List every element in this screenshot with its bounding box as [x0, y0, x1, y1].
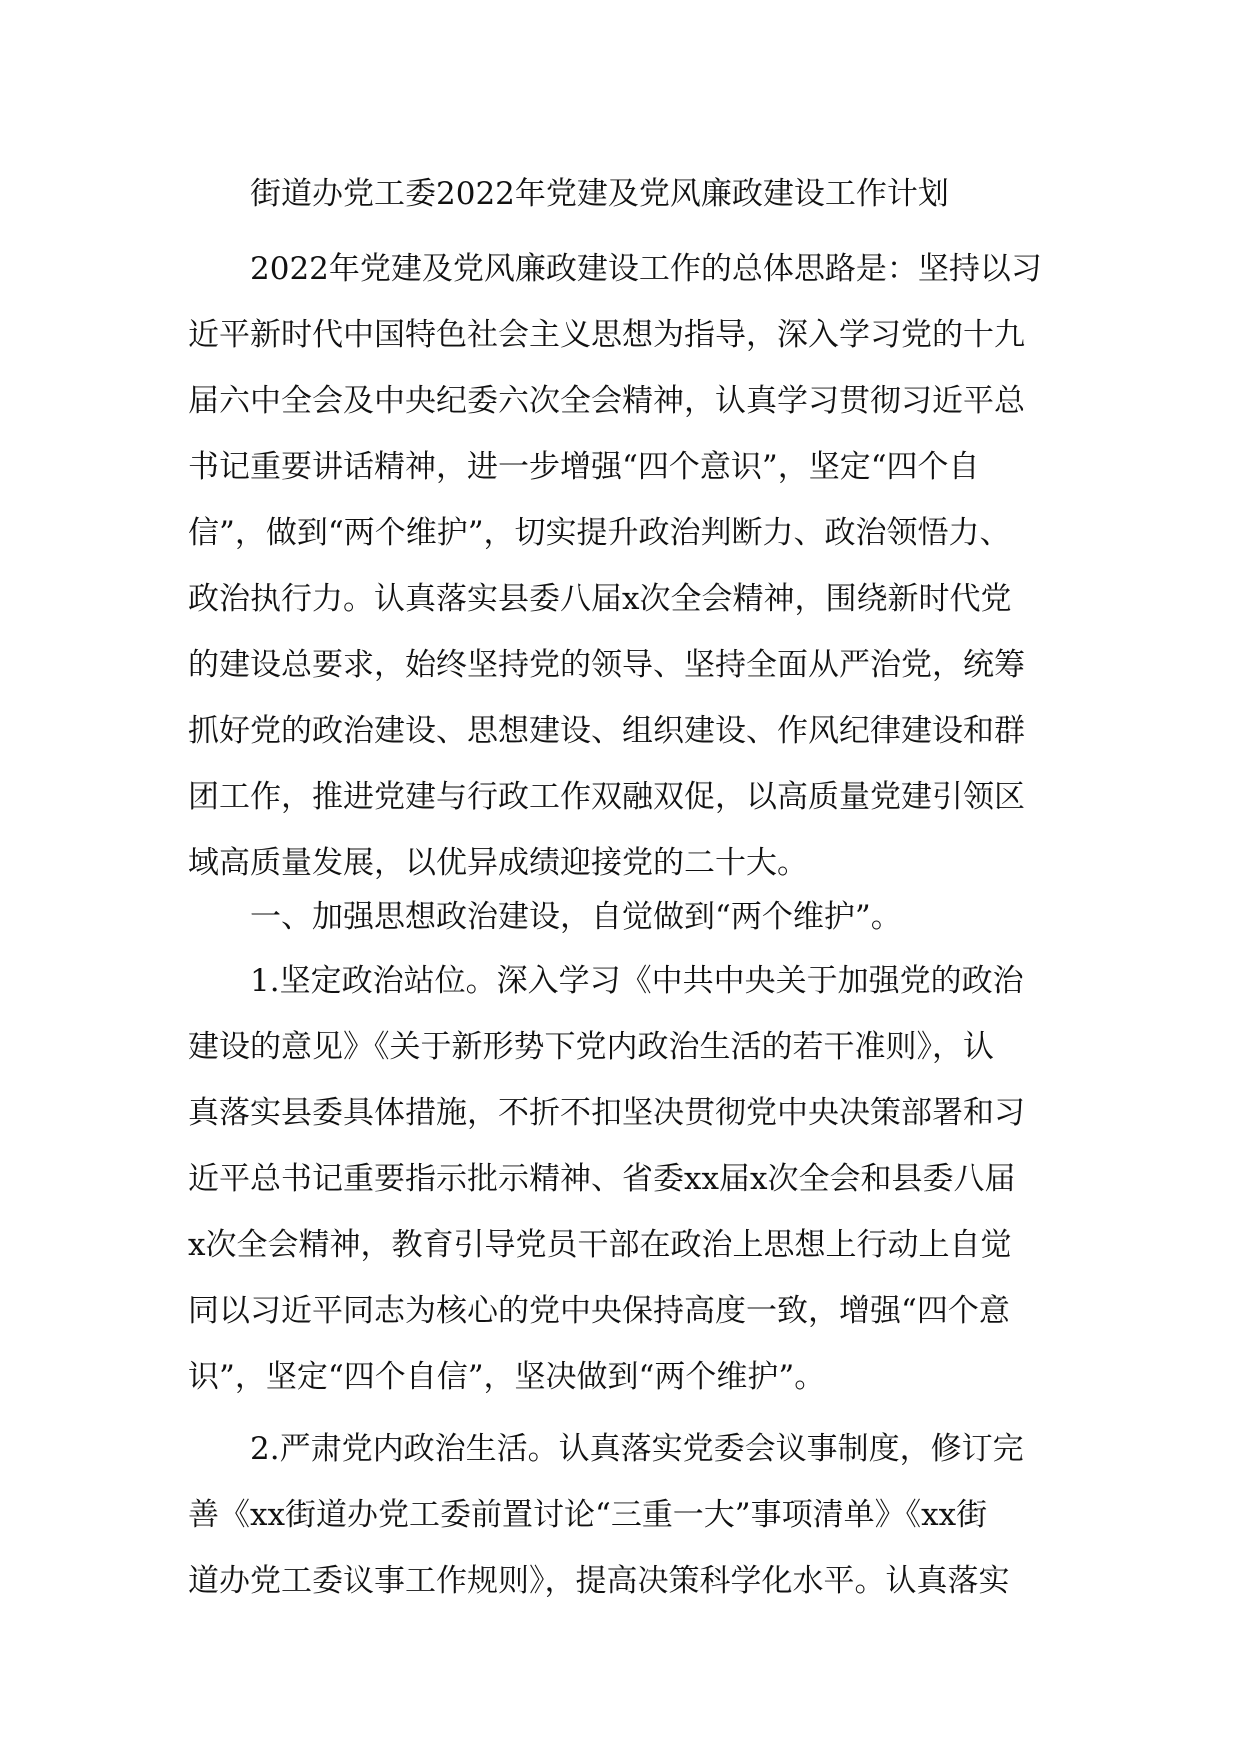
- text-line: 团工作，推进党建与行政工作双融双促，以高质量党建引领区: [188, 779, 1025, 815]
- text-line: 同以习近平同志为核心的党中央保持高度一致，增强“四个意: [188, 1293, 1010, 1329]
- text-line: 1.坚定政治站位。深入学习《中共中央关于加强党的政治: [250, 963, 1024, 999]
- text-line: x次全会精神，教育引导党员干部在政治上思想上行动上自觉: [188, 1227, 1012, 1263]
- text-line: 道办党工委议事工作规则》，提高决策科学化水平。认真落实: [188, 1563, 1010, 1599]
- text-line: 2022年党建及党风廉政建设工作的总体思路是：坚持以习: [250, 251, 1042, 287]
- text-line: 书记重要讲话精神，进一步增强“四个意识”，坚定“四个自: [188, 449, 980, 485]
- text-line: 一、加强思想政治建设，自觉做到“两个维护”。: [250, 899, 902, 935]
- text-line: 真落实县委具体措施，不折不扣坚决贯彻党中央决策部署和习: [188, 1095, 1025, 1131]
- text-line: 近平总书记重要指示批示精神、省委xx届x次全会和县委八届: [188, 1161, 1016, 1197]
- text-line: 识”，坚定“四个自信”，坚决做到“两个维护”。: [188, 1359, 826, 1395]
- text-line: 的建设总要求，始终坚持党的领导、坚持全面从严治党，统筹: [188, 647, 1025, 683]
- paragraph-item-1: [188, 948, 1068, 1410]
- text-line: 政治执行力。认真落实县委八届x次全会精神，围绕新时代党: [188, 581, 1012, 617]
- text-line: 建设的意见》《关于新形势下党内政治生活的若干准则》，认: [188, 1029, 994, 1065]
- text-line: 抓好党的政治建设、思想建设、组织建设、作风纪律建设和群: [188, 713, 1025, 749]
- paragraph-intro: [188, 236, 1068, 896]
- text-line: 域高质量发展，以优异成绩迎接党的二十大。: [188, 845, 808, 881]
- text-line: 善《xx街道办党工委前置讨论“三重一大”事项清单》《xx街: [188, 1497, 988, 1533]
- document-title: 街道办党工委2022年党建及党风廉政建设工作计划: [250, 176, 949, 212]
- text-line: 届六中全会及中央纪委六次全会精神，认真学习贯彻习近平总: [188, 383, 1025, 419]
- text-line: 2.严肃党内政治生活。认真落实党委会议事制度，修订完: [250, 1431, 1024, 1467]
- section-heading: [188, 884, 1068, 950]
- text-line: 近平新时代中国特色社会主义思想为指导，深入学习党的十九: [188, 317, 1025, 353]
- paragraph-item-2: [188, 1416, 1068, 1614]
- text-line: 信”，做到“两个维护”，切实提升政治判断力、政治领悟力、: [188, 515, 1011, 551]
